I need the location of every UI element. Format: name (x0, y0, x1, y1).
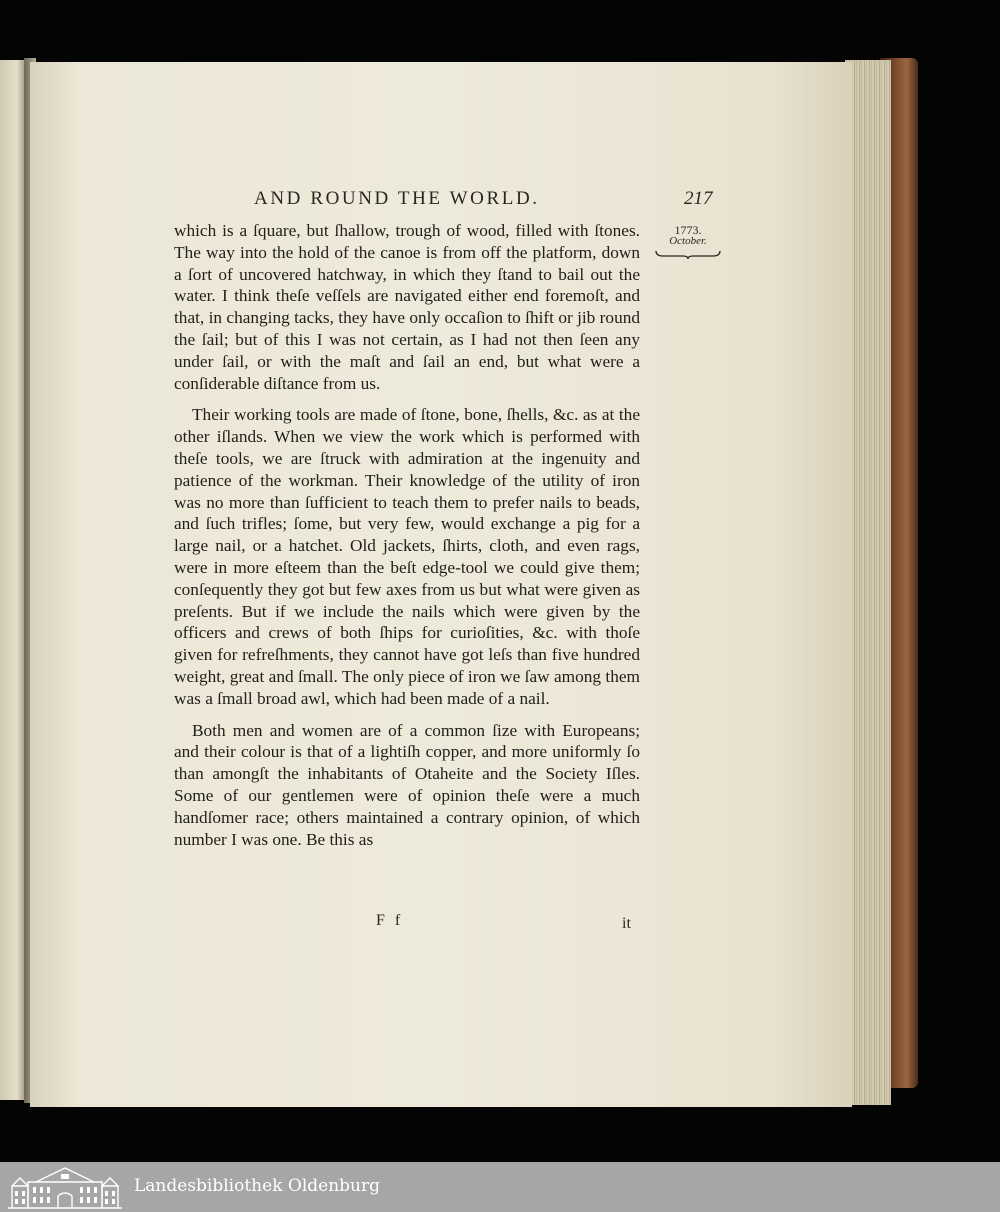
margin-note (648, 224, 728, 265)
library-building-icon (6, 1164, 124, 1210)
paragraph: which is a ſquare, but ſhallow, trough of wood, filled with ſtones. The way into the hold of the canoe is from off the platform, down a ſort of uncovered hatchway, in which they ſtand to bail out the water. I think theſe veſſels are navigated either end foremoſt, and that, in changing tacks, they have only occaſion to ſhift or jib round the ſail; but of this I was not certain, as I had not then ſeen any under ſail, or with the maſt and ſail an end, but what were a conſiderable diſtance from us. (174, 221, 640, 393)
page-number: 217 (684, 188, 713, 209)
margin-note-month: October. (669, 235, 707, 247)
margin-note-year: 1773. (674, 223, 702, 237)
brace-icon (655, 250, 721, 260)
signature-mark: F f (376, 912, 404, 929)
running-head: AND ROUND THE WORLD. (254, 188, 540, 209)
paragraph: Both men and women are of a common ſize with Europeans; and their colour is that of a lightiſh copper, and more uniformly ſo than amongſt the inhabitants of Otaheite and the Society Iſles. Some of our gentlemen were of opinion theſe were a much handſomer race; others maintained a contrary opinion, of which number I was one. Be this as (174, 720, 640, 849)
paragraph: Their working tools are made of ſtone, bone, ſhells, &c. as at the other iſlands. When we view the work which is performed with theſe tools, we are ſtruck with admiration at the ingenuity and patience of the workman. Their knowledge of the utility of iron was no more than ſufficient to teach them to prefer nails to beads, and ſuch trifles; ſome, but very few, would exchange a pig for a large nail, or a hatchet. Old jackets, ſhirts, cloth, and even rags, were in more eſteem than the beſt edge-tool we could give them; conſequently they got but few axes from us but what were given as preſents. But if we include the nails which were given by the officers and crews of both ſhips for curioſities, &c. with thoſe given for refreſhments, they cannot have got leſs than five hundred weight, great and ſmall. The only piece of iron we ſaw among them was a ſmall broad awl, which had been made of a nail. (174, 405, 640, 708)
catchword: it (622, 915, 631, 932)
footer-bar (0, 1162, 1000, 1212)
body-text (174, 220, 640, 860)
library-name: Landesbibliothek Oldenburg (134, 1176, 381, 1196)
